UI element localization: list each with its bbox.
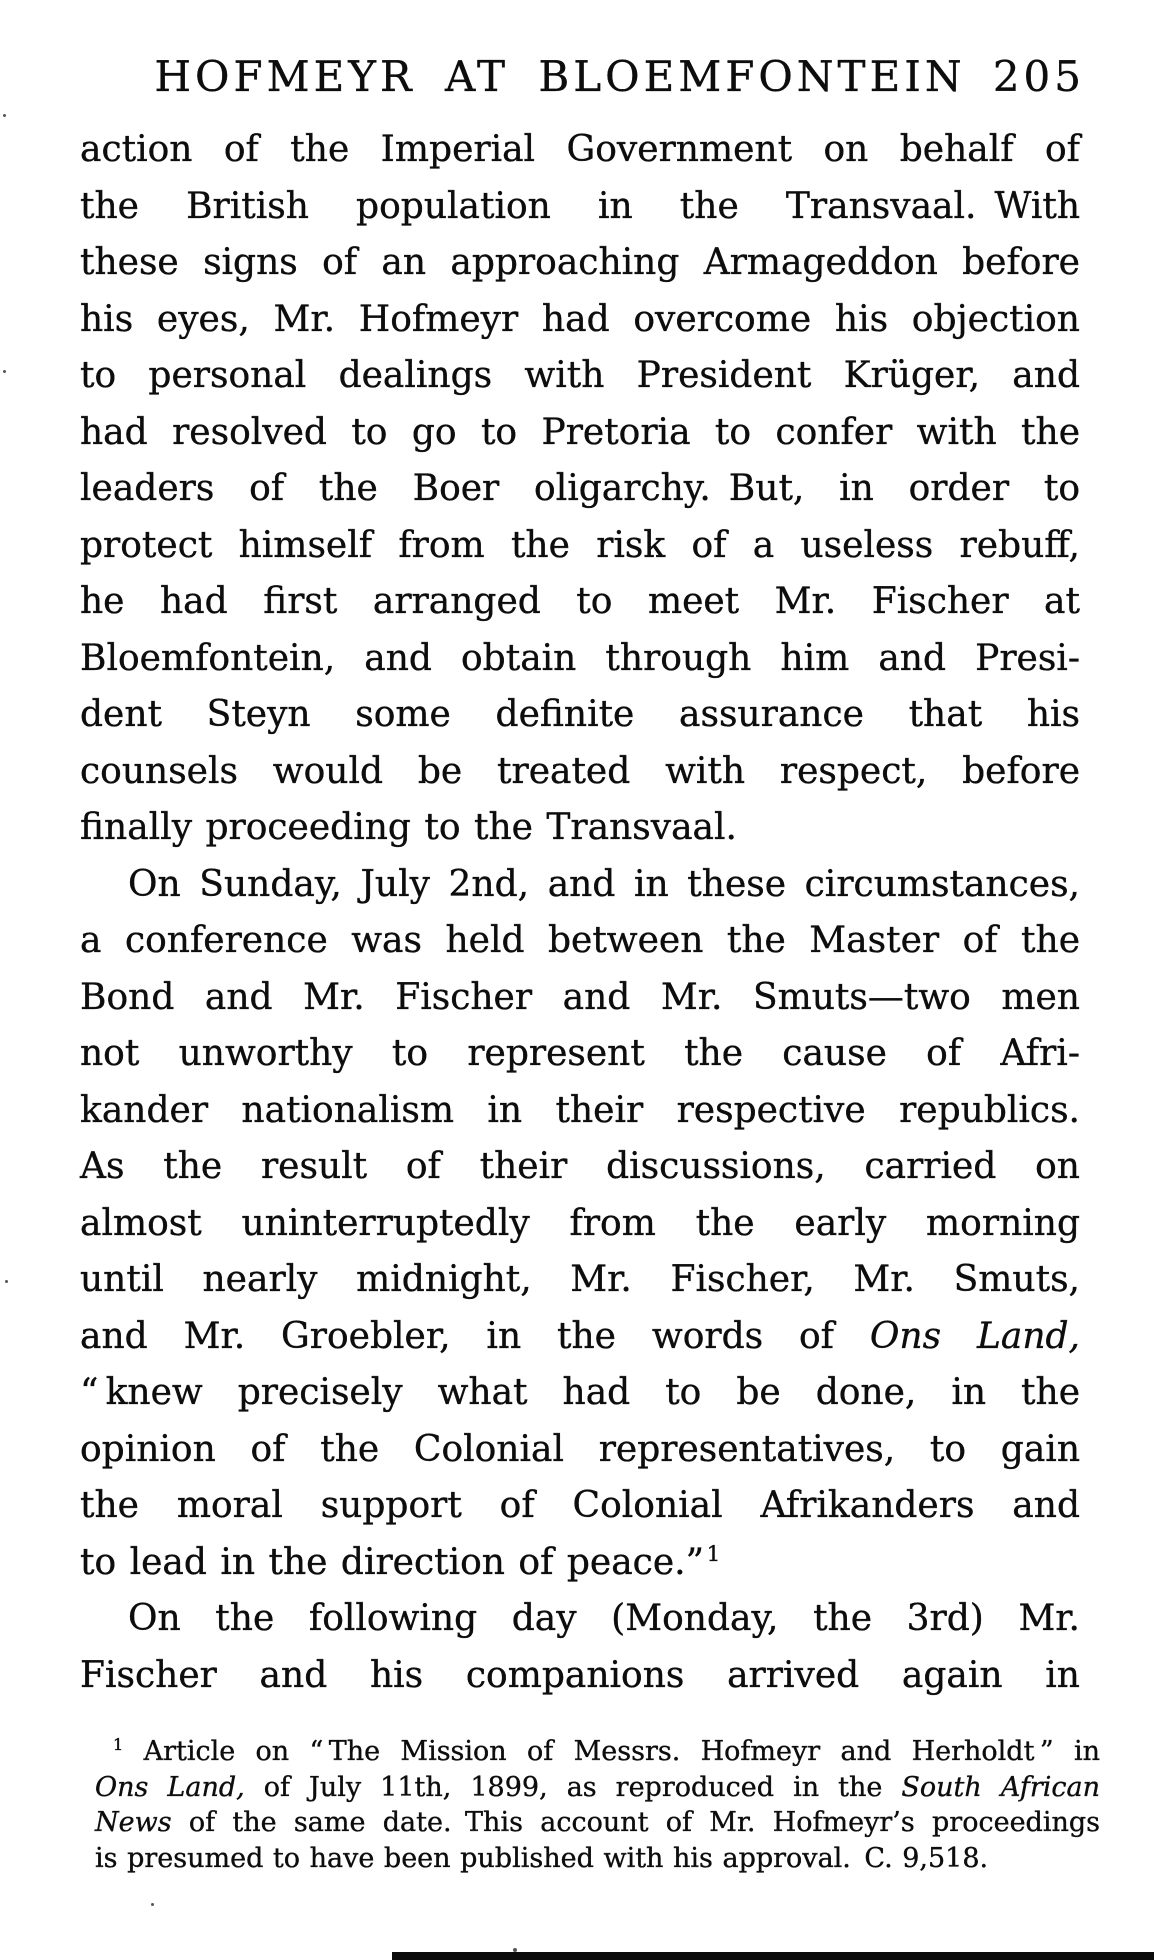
footnote-line: News of the same date. This account of Mr. Hofmeyr’s proceedings: [95, 1807, 1100, 1838]
text-line: to personal dealings with President Krüger, and: [80, 355, 1080, 396]
text-line: Bloemfontein, and obtain through him and Presi-: [80, 637, 1080, 679]
text-line: his eyes, Mr. Hofmeyr had overcome his objection: [80, 298, 1080, 340]
text-line: Fischer and his companions arrived again in: [80, 1654, 1080, 1696]
text-line: almost uninterruptedly from the early morning: [80, 1202, 1080, 1244]
body-text: [80, 122, 1080, 1704]
text-line: As the result of their discussions, carried on: [80, 1146, 1080, 1187]
text-line: finally proceeding to the Transvaal.: [80, 807, 737, 848]
text-line: the moral support of Colonial Afrikanders and: [80, 1485, 1080, 1526]
text-line: leaders of the Boer oligarchy. But, in order to: [80, 468, 1080, 509]
text-line: action of the Imperial Government on behalf of: [80, 129, 1080, 170]
footnote-line: $^1$ Article on “ The Mission of Messrs. Hofmeyr and Herholdt ” in: [112, 1735, 1100, 1767]
text-line: to lead in the direction of peace.” $^1$: [80, 1541, 721, 1583]
footnote-line: Ons Land, of July 11th, 1899, as reproduced in the South African: [95, 1771, 1100, 1803]
scan-speck: [3, 114, 6, 117]
text-line: these signs of an approaching Armageddon before: [80, 242, 1080, 283]
page-title: HOFMEYR AT BLOEMFONTEIN: [154, 52, 966, 101]
scan-edge-artifact: [392, 1952, 1154, 1960]
text-line: On Sunday, July 2nd, and in these circumstances,: [128, 863, 1080, 905]
text-line: not unworthy to represent the cause of Afri-: [80, 1033, 1080, 1074]
text-line: opinion of the Colonial representatives, to gain: [80, 1428, 1080, 1470]
text-line: On the following day (Monday, the 3rd) Mr.: [128, 1598, 1080, 1639]
footnote-line: is presumed to have been published with his approval. C. 9,518.: [95, 1842, 989, 1874]
text-line: the British population in the Transvaal. With: [80, 185, 1080, 227]
text-line: Bond and Mr. Fischer and Mr. Smuts—two men: [80, 976, 1080, 1018]
text-line: protect himself from the risk of a useless rebuff,: [80, 524, 1080, 566]
text-line: counsels would be treated with respect, before: [80, 750, 1080, 792]
scan-speck: [5, 1280, 8, 1283]
text-line: had resolved to go to Pretoria to confer with the: [80, 411, 1080, 453]
scan-speck: [151, 1903, 154, 1906]
footnote: [95, 1734, 1100, 1876]
text-line: he had first arranged to meet Mr. Fischer at: [80, 581, 1080, 622]
text-line: a conference was held between the Master of the: [80, 920, 1080, 961]
page-number: 205: [992, 52, 1085, 101]
scan-speck: [3, 370, 6, 373]
text-line: and Mr. Groebler, in the words of Ons Land,: [80, 1315, 1080, 1357]
text-line: dent Steyn some definite assurance that his: [80, 694, 1080, 735]
running-head: [0, 52, 1154, 102]
text-line: until nearly midnight, Mr. Fischer, Mr. Smuts,: [80, 1259, 1080, 1300]
text-line: kander nationalism in their respective republics.: [80, 1089, 1080, 1131]
text-line: “ knew precisely what had to be done, in the: [80, 1372, 1080, 1413]
